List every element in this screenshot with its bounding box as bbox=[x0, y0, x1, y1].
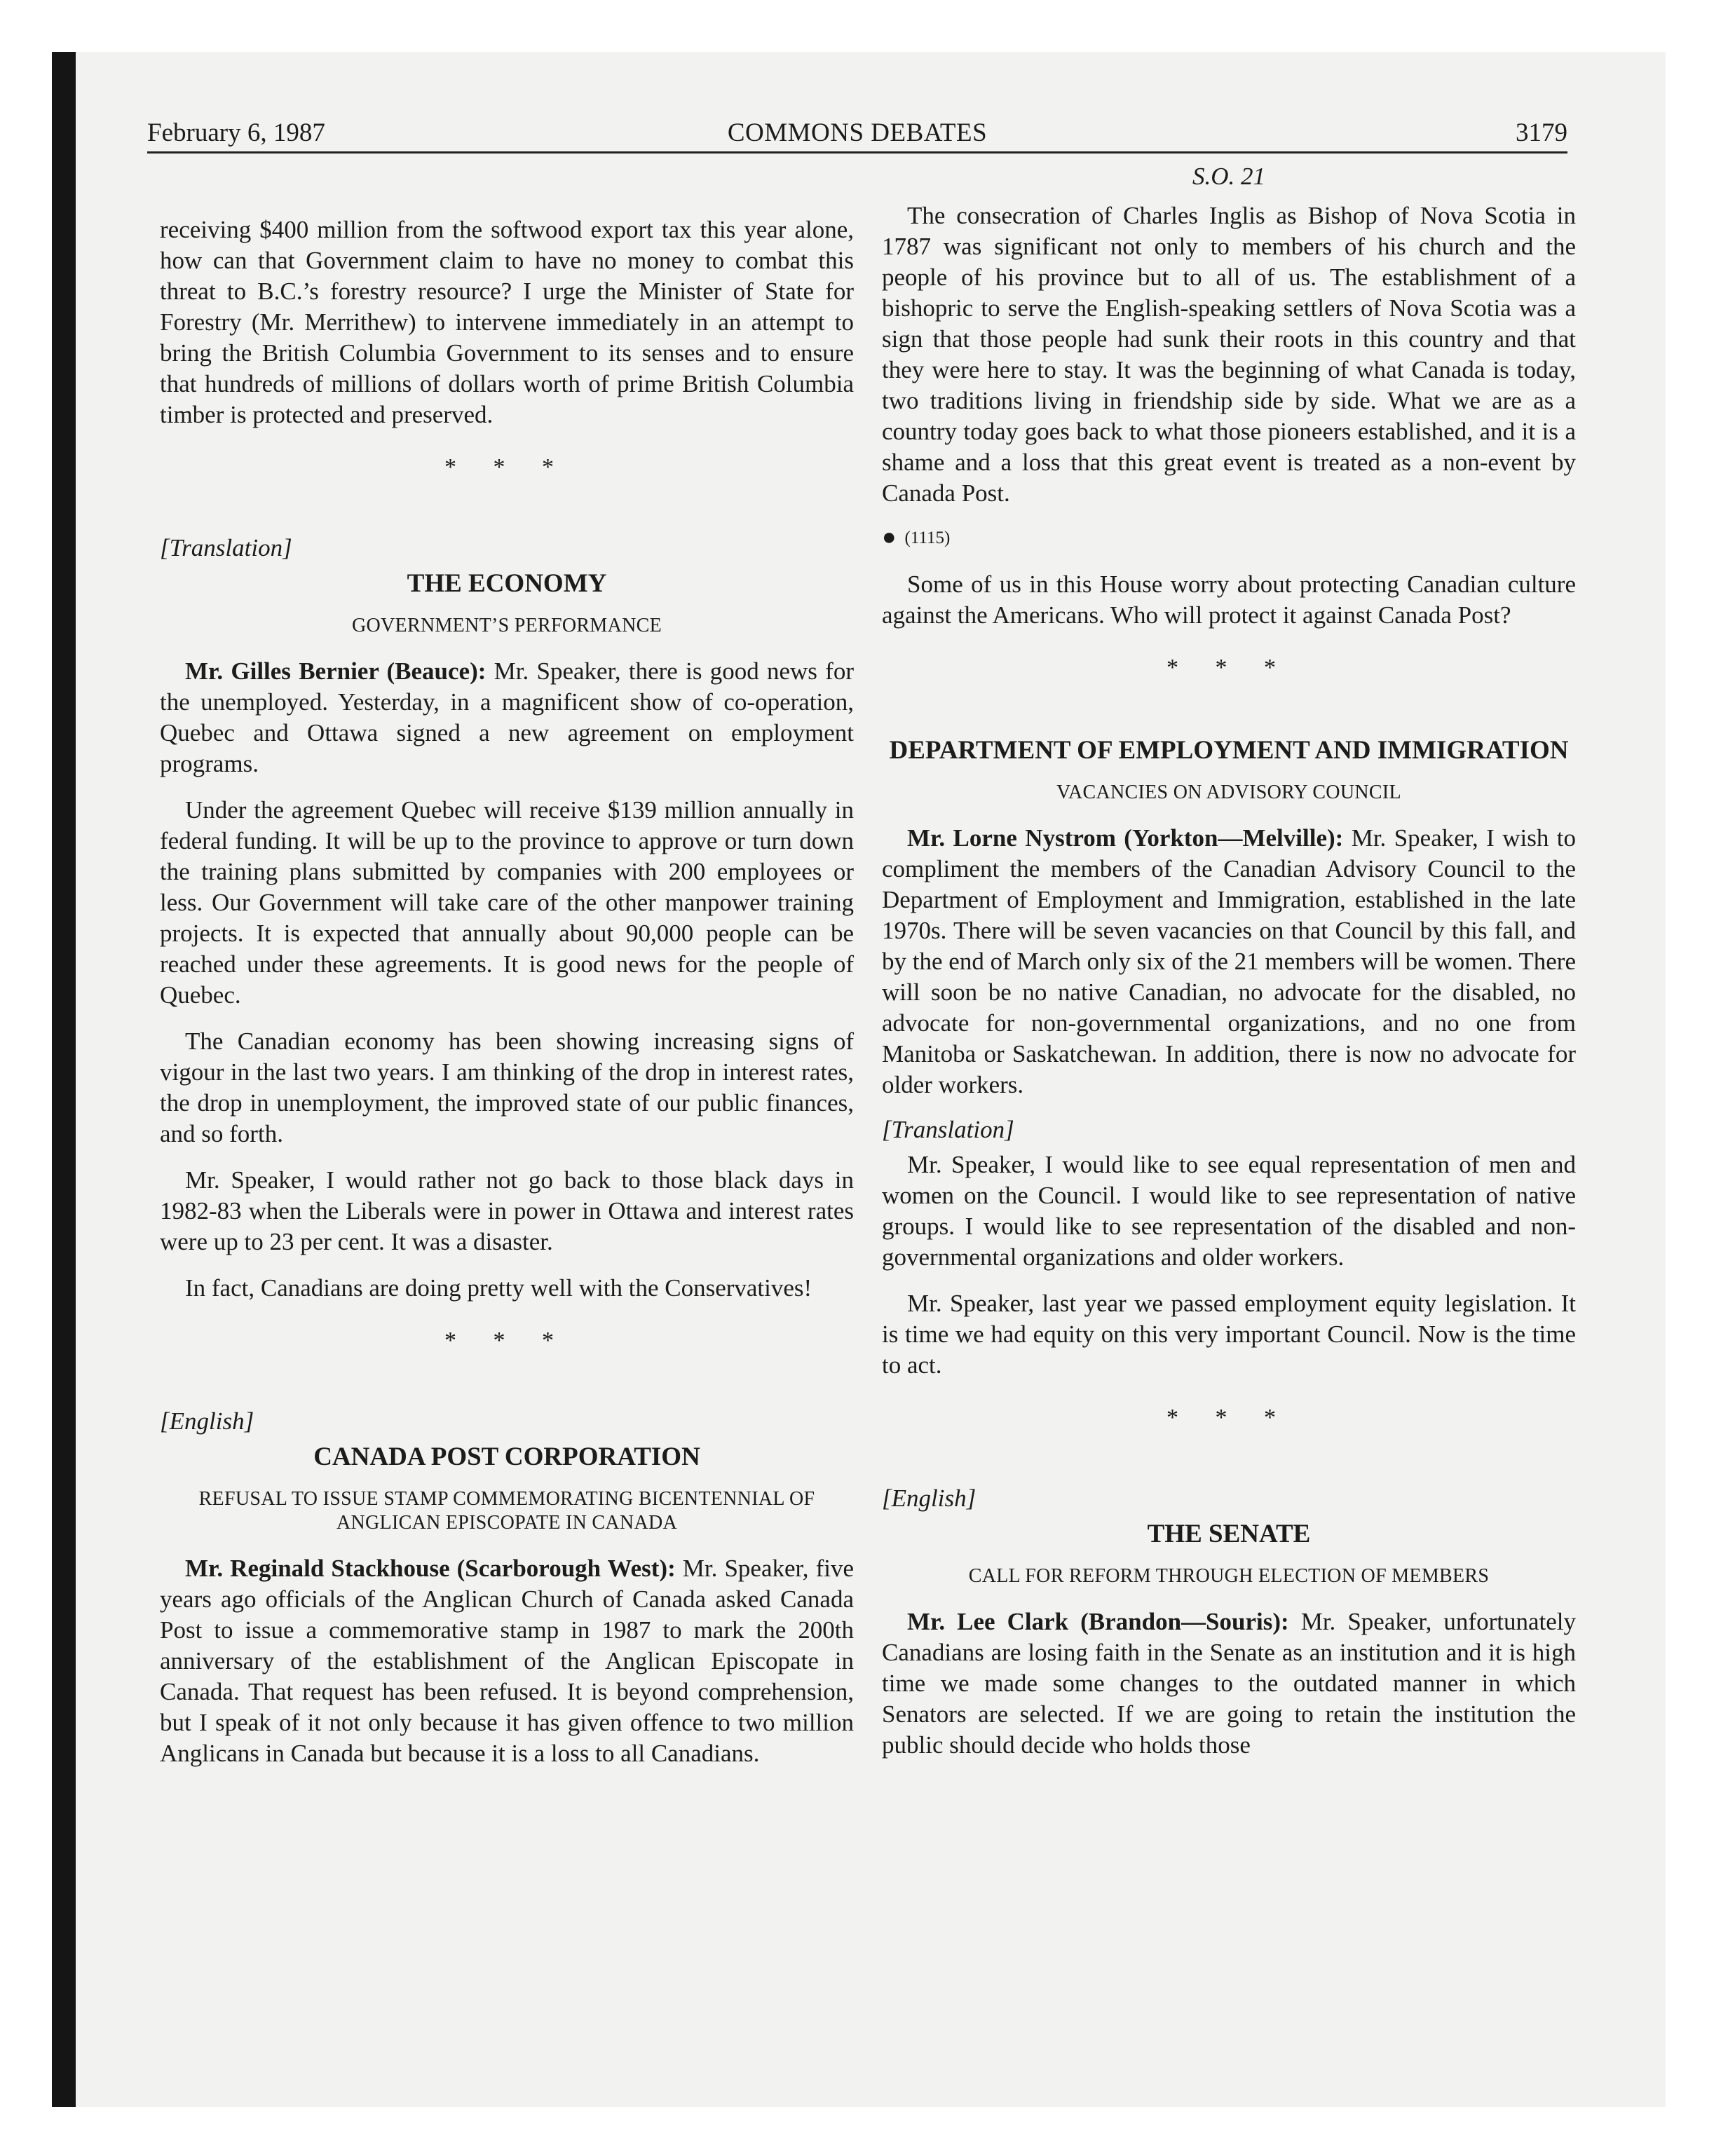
paragraph: Mr. Speaker, last year we passed employment equity legislation. It is time we had equity on this very important Council. Now is the time to act. bbox=[882, 1290, 1576, 1379]
left-column bbox=[160, 214, 854, 1785]
section-heading: CANADA POST CORPORATION bbox=[313, 1442, 700, 1471]
language-tag: [Translation] bbox=[882, 1116, 1014, 1143]
header-title: COMMONS DEBATES bbox=[727, 118, 988, 147]
header-page-number: 3179 bbox=[1516, 118, 1567, 147]
section-heading: THE SENATE bbox=[1147, 1520, 1311, 1548]
paragraph: In fact, Canadians are doing pretty well with the Conservatives! bbox=[185, 1274, 812, 1302]
section-separator: * * * bbox=[444, 454, 569, 480]
paragraph: The consecration of Charles Inglis as Bishop of Nova Scotia in 1787 was significant not only to members of his church and the people of his province but to all of us. The establishment of a bishopric to serve the English-speaking settlers of Nova Scotia was a sign that those people had sunk their roots in this country and that they were here to stay. It was the beginning of what Canada is today, two traditions living in friendship side by side. What we are as a country today goes back to what those pioneers established, and it is a shame and a loss that this great event is treated as a non-event by Canada Post. bbox=[882, 202, 1576, 507]
bullet-icon: ● bbox=[882, 524, 897, 550]
paragraph: Mr. Reginald Stackhouse (Scarborough West): Mr. Speaker, five years ago officials of the Anglican Church of Canada asked Canada Post to issue a commemorative stamp in 1987 to mark the 200th anniversary of the establishment of the Anglican Episcopate in Canada. That request has been refused. It is beyond comprehension, but I speak of it not only because it has given offence to two million Anglicans in Canada but because it is a loss to all Canadians. bbox=[160, 1555, 854, 1767]
subsection-heading: VACANCIES ON ADVISORY COUNCIL bbox=[1056, 782, 1401, 803]
section-separator: * * * bbox=[1166, 655, 1291, 681]
section-separator: * * * bbox=[1166, 1405, 1291, 1431]
paragraph: Under the agreement Quebec will receive $139 million annually in federal funding. It will be up to the province to approve or turn down the training plans submitted by companies with 200 employees or less. Our Government will take care of the other manpower training projects. It is expected that annually about 90,000 people can be reached under these agreements. It is good news for the people of Quebec. bbox=[160, 796, 854, 1009]
language-tag: [English] bbox=[882, 1485, 977, 1512]
subsection-heading: CALL FOR REFORM THROUGH ELECTION OF MEMBERS bbox=[968, 1565, 1490, 1587]
language-tag: [English] bbox=[160, 1407, 254, 1435]
subsection-heading: REFUSAL TO ISSUE STAMP COMMEMORATING BICENTENNIAL OF ANGLICAN EPISCOPATE IN CANADA bbox=[198, 1488, 815, 1534]
paragraph: Mr. Gilles Bernier (Beauce): Mr. Speaker, there is good news for the unemployed. Yesterday, in a magnificent show of co-operation, Quebec and Ottawa signed a new agreement on employment programs. bbox=[160, 657, 854, 777]
section-separator: * * * bbox=[444, 1328, 569, 1353]
speaker-name: Mr. Lee Clark (Brandon—Souris): bbox=[907, 1608, 1289, 1635]
paragraph: Mr. Speaker, I would like to see equal representation of men and women on the Council. I would like to see representation of native groups. I would like to see representation of the disabled and non-governmental organizations and older workers. bbox=[882, 1151, 1576, 1271]
standing-order-label: S.O. 21 bbox=[1192, 163, 1266, 190]
paragraph: Some of us in this House worry about protecting Canadian culture against the Americans. Who will protect it against Canada Post? bbox=[882, 571, 1576, 629]
time-marker: ● (1115) bbox=[882, 524, 951, 550]
paragraph: Mr. Lorne Nystrom (Yorkton—Melville): Mr. Speaker, I wish to compliment the members of the Canadian Advisory Council to the Department of Employment and Immigration, established in the late 1970s. There will be seven vacancies on that Council by this fall, and by the end of March only six of the 21 members will be women. There will soon be no native Canadian, no advocate for the disabled, no advocate for non-governmental organizations, and no one from Manitoba or Saskatchewan. In addition, there is now no advocate for older workers. bbox=[882, 824, 1576, 1098]
speaker-name: Mr. Gilles Bernier (Beauce): bbox=[185, 657, 487, 685]
section-heading: DEPARTMENT OF EMPLOYMENT AND IMMIGRATION bbox=[889, 736, 1569, 765]
header-date: February 6, 1987 bbox=[147, 118, 325, 147]
paragraph: The Canadian economy has been showing increasing signs of vigour in the last two years. I am thinking of the drop in interest rates, the drop in unemployment, the improved state of our public finances, and so forth. bbox=[160, 1028, 854, 1147]
paragraph: receiving $400 million from the softwood export tax this year alone, how can that Government claim to have no money to combat this threat to B.C.’s forestry resource? I urge the Minister of State for Forestry (Mr. Merrithew) to intervene immediately in an attempt to bring the British Columbia Government to its senses and to ensure that hundreds of millions of dollars worth of prime British Columbia timber is protected and preserved. bbox=[160, 216, 854, 428]
speaker-name: Mr. Lorne Nystrom (Yorkton—Melville): bbox=[907, 824, 1344, 852]
speaker-name: Mr. Reginald Stackhouse (Scarborough West): bbox=[185, 1555, 676, 1582]
right-column bbox=[882, 163, 1576, 1776]
language-tag: [Translation] bbox=[160, 534, 292, 561]
page-header bbox=[147, 116, 1567, 153]
subsection-heading: GOVERNMENT’S PERFORMANCE bbox=[351, 615, 662, 636]
paragraph: Mr. Lee Clark (Brandon—Souris): Mr. Speaker, unfortunately Canadians are losing faith in the Senate as an institution and it is high time we made some changes to the outdated manner in which Senators are selected. If we are going to retain the institution the public should decide who holds those bbox=[882, 1608, 1576, 1759]
section-heading: THE ECONOMY bbox=[407, 569, 607, 598]
scan-edge-bar bbox=[52, 52, 76, 2107]
paragraph: Mr. Speaker, I would rather not go back to those black days in 1982-83 when the Liberals were in power in Ottawa and interest rates were up to 23 per cent. It was a disaster. bbox=[160, 1166, 854, 1255]
